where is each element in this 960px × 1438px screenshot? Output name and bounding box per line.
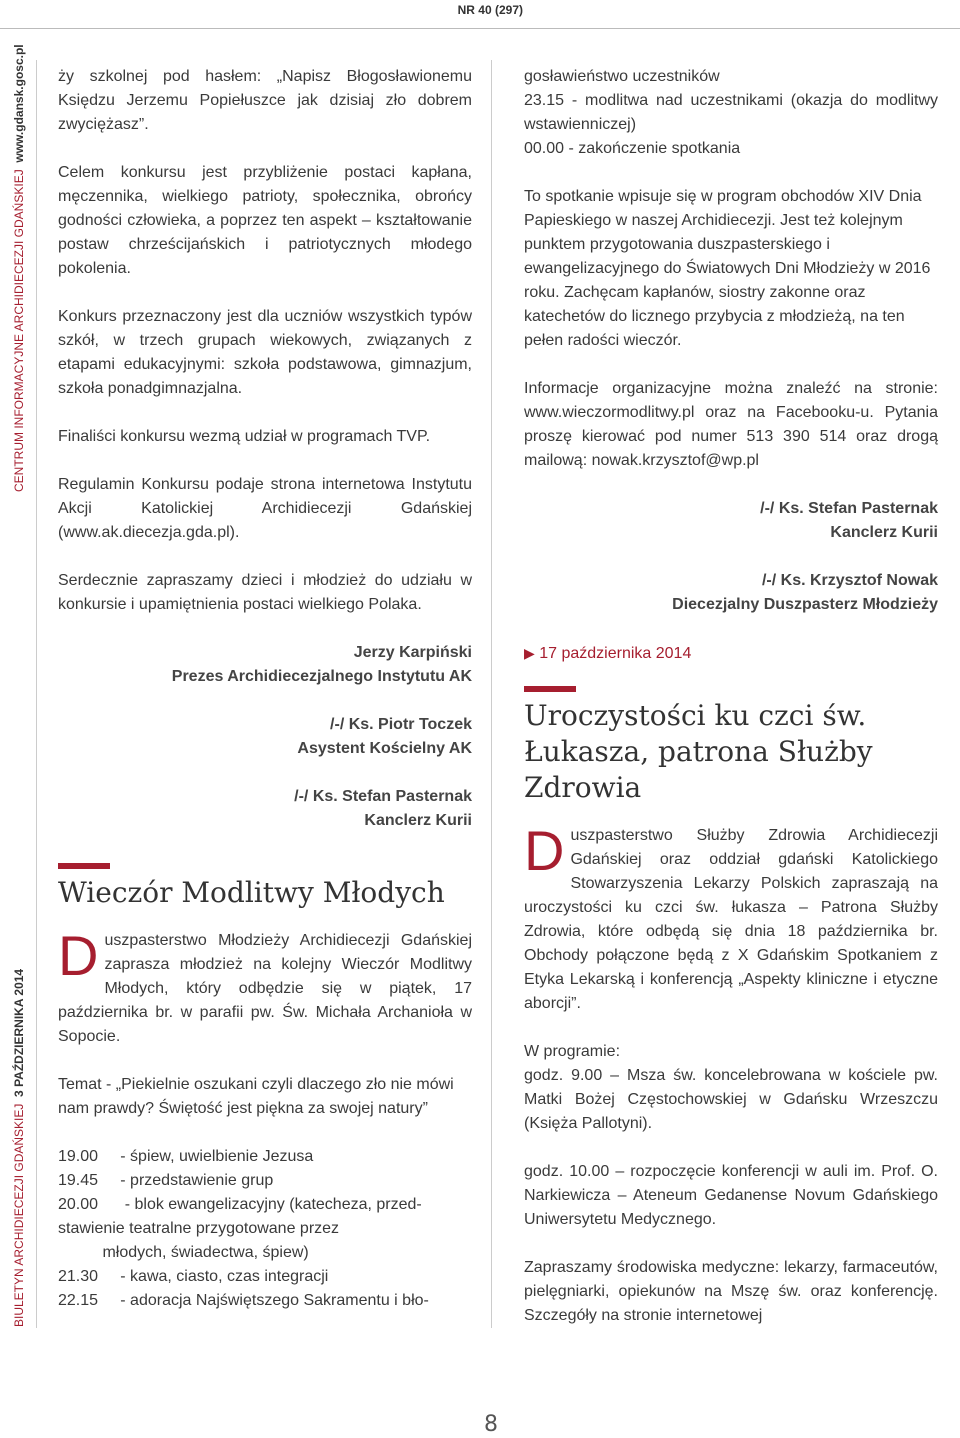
schedule-continuation: gosławieństwo uczestników	[524, 68, 720, 85]
schedule-item: 21.30 - kawa, ciasto, czas integracji	[58, 1268, 329, 1285]
signature-name: /-/ Ks. Stefan Pasternak	[760, 500, 938, 517]
schedule-item: młodych, świadectwa, śpiew)	[58, 1244, 309, 1261]
right-column	[524, 65, 938, 1328]
signature-role: Kanclerz Kurii	[364, 812, 472, 829]
signature-name: /-/ Ks. Stefan Pasternak	[294, 788, 472, 805]
paragraph: Informacje organizacyjne można znaleźć na stronie: www.wieczormodlitwy.pl oraz na Facebooku-u. Pytania proszę kierować pod numer 513 390 514 oraz drogą mailową: nowak.krzysztof@wp.pl	[524, 380, 938, 469]
signature-role: Kanclerz Kurii	[830, 524, 938, 541]
sidebar-bottom	[8, 968, 30, 1327]
page-number: 8	[484, 1412, 498, 1437]
program-item: godz. 9.00 – Msza św. koncelebrowana w kościele pw. Matki Bożej Częstochowskiej w Gdańsku Wrzeszczu (Księża Pallotyni).	[524, 1067, 938, 1132]
paragraph: Zapraszamy środowiska medyczne: lekarzy, farmaceutów, pielęgniarki, opiekunów na Mszę św. oraz konferencję. Szczegóły na stronie internetowej	[524, 1259, 938, 1324]
article-lead-text: uszpasterstwo Młodzieży Archidiecezji Gdańskiej zaprasza młodzież na kolejny Wieczór Modlitwy Młodych, który odbędzie się w piątek, 17 października br. w parafii pw. Św. Michała Archanioła w Sopocie.	[58, 932, 472, 1045]
signature-role: Asystent Kościelny AK	[297, 740, 472, 757]
article-lead	[524, 819, 938, 1016]
signature-pasternak	[58, 785, 472, 833]
paragraph: ży szkolnej pod hasłem: „Napisz Błogosławionemu Księdzu Jerzemu Popiełuszce jak dzisiaj zło dobrem zwyciężasz”.	[58, 68, 472, 133]
signature-toczek	[58, 713, 472, 761]
signature-karpinski	[58, 641, 472, 689]
arrow-right-icon: ▶	[524, 645, 535, 661]
signature-nowak	[524, 569, 938, 617]
sidebar-top-url: www.gdansk.gosc.pl	[12, 44, 26, 163]
article-title: Uroczystości ku czci św. Łukasza, patrona Służby Zdrowia	[524, 699, 873, 804]
paragraph: Celem konkursu jest przybliżenie postaci kapłana, męczennika, wielkiego patrioty, społecznika, obrońcy godności człowieka, a poprzez ten aspekt – kształtowanie postaw chrześcijańskich i patriotycznych młodego pokolenia.	[58, 164, 472, 277]
program-item: godz. 10.00 – rozpoczęcie konferencji w auli im. Prof. O. Narkiewicza – Ateneum Gedanense Novum Gdańskiego Uniwersytetu Medycznego.	[524, 1163, 938, 1228]
signature-pasternak	[524, 497, 938, 545]
article-lead	[58, 924, 472, 1049]
sidebar-top-text: CENTRUM INFORMACYJNE ARCHIDIECEZJI GDAŃSKIEJ	[12, 169, 26, 492]
section-accent-bar	[524, 686, 576, 692]
sidebar-divider	[36, 60, 37, 1328]
schedule	[58, 1145, 472, 1313]
article-lead-text: uszpasterstwo Służby Zdrowia Archidiecezji Gdańskiej oraz oddział gdański Katolickiego Stowarzyszenia Lekarzy Polskich zapraszają na uroczystości ku czci św. łukasza – Patrona Służby Zdrowia, które odbędą się dnia 18 października br. Obchody połączone będą z X Gdańskim Spotkaniem z Etyka Lekarską i konferencją „Aspekty kliniczne i etyczne aborcji”.	[524, 827, 938, 1012]
left-column	[58, 65, 472, 1313]
issue-number: NR 40 (297)	[457, 3, 523, 17]
sidebar-top	[8, 44, 30, 492]
paragraph: Konkurs przeznaczony jest dla uczniów wszystkich typów szkół, w trzech grupach wiekowych, związanych z etapami edukacyjnymi: szkoła podstawowa, gimnazjum, szkoła ponadgimnazjalna.	[58, 308, 472, 397]
schedule-item: 19.00 - śpiew, uwielbienie Jezusa	[58, 1148, 314, 1165]
signature-name: Jerzy Karpiński	[353, 644, 472, 661]
paragraph: Regulamin Konkursu podaje strona internetowa Instytutu Akcji Katolickiej Archidiecezji Gdańskiej (www.ak.diecezja.gda.pl).	[58, 476, 472, 541]
schedule-continuation: 00.00 - zakończenie spotkania	[524, 140, 741, 157]
schedule-item: 20.00 - blok ewangelizacyjny (katecheza, przed-	[58, 1196, 422, 1213]
section-accent-bar	[58, 863, 110, 869]
article-date: 17 października 2014	[539, 645, 692, 662]
column-divider	[491, 60, 492, 1328]
sidebar-bottom-date: 3 PAŹDZIERNIKA 2014	[12, 968, 26, 1097]
program-label: W programie:	[524, 1043, 621, 1060]
paragraph: Finaliści konkursu wezmą udział w programach TVP.	[58, 428, 431, 445]
paragraph: Temat - „Piekielnie oszukani czyli dlaczego zło nie mówi nam prawdy? Świętość jest piękna za swojej natury”	[58, 1076, 454, 1117]
signature-role: Prezes Archidiecezjalnego Instytutu AK	[171, 668, 472, 685]
sidebar-bottom-text: BIULETYN ARCHIDIECEZJI GDAŃSKIEJ	[12, 1103, 26, 1327]
schedule-item: stawienie teatralne przygotowane przez	[58, 1220, 340, 1237]
paragraph: Serdecznie zapraszamy dzieci i młodzież do udziału w konkursie i upamiętnienia postaci wielkiego Polaka.	[58, 572, 472, 613]
header-rule	[0, 28, 960, 29]
schedule-continuation: 23.15 - modlitwa nad uczestnikami (okazja do modlitwy wstawienniczej)	[524, 92, 938, 133]
schedule-item: 22.15 - adoracja Najświętszego Sakramentu i bło-	[58, 1292, 429, 1309]
date-line	[524, 641, 938, 666]
schedule-item: 19.45 - przedstawienie grup	[58, 1172, 274, 1189]
signature-name: /-/ Ks. Krzysztof Nowak	[761, 572, 938, 589]
paragraph: To spotkanie wpisuje się w program obchodów XIV Dnia Papieskiego w naszej Archidiecezji. Jest też kolejnym punktem przygotowania duszpasterskiego i ewangelizacyjnego do Światowych Dni Młodzieży w 2016 roku. Zachęcam kapłanów, siostry zakonne oraz katechetów do licznego przybycia z młodzieżą, na ten pełen radości wieczór.	[524, 188, 931, 349]
article-title: Wieczór Modlitwy Młodych	[58, 876, 445, 909]
dropcap: D	[58, 924, 99, 987]
signature-role: Diecezjalny Duszpasterz Młodzieży	[672, 596, 938, 613]
signature-name: /-/ Ks. Piotr Toczek	[330, 716, 472, 733]
dropcap: D	[524, 819, 565, 882]
